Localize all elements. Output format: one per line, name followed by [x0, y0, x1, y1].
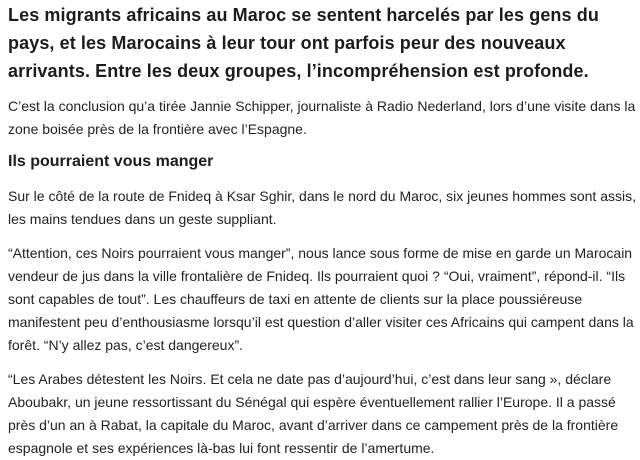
paragraph-conclusion: C’est la conclusion qu’a tirée Jannie Schipper, journaliste à Radio Nederland, lors d’une visite dans la zone boisée près de la frontière avec l’Espagne.	[8, 98, 636, 137]
paragraph-roadside: Sur le côté de la route de Fnideq à Ksar Sghir, dans le nord du Maroc, six jeunes hommes sont assis, les mains tendues dans un geste suppliant.	[8, 188, 636, 227]
section-heading: Ils pourraient vous manger	[8, 153, 214, 170]
paragraph-warning: “Attention, ces Noirs pourraient vous manger”, nous lance sous forme de mise en garde un Marocain vendeur de jus dans la ville frontalière de Fnideq. Ils pourraient quoi ? “Oui, vraiment”, répond-il. “Ils sont capables de tout”. Les chauffeurs de taxi en attente de clients sur la place poussiéreuse manifestent peu d’enthousiasme lorsqu’il est question d’aller visiter ces Africains qui campent dans la forêt. “N’y allez pas, c’est dangereux”.	[8, 245, 634, 353]
article-lead: Les migrants africains au Maroc se sentent harcelés par les gens du pays, et les Marocains à leur tour ont parfois peur des nouveaux arrivants. Entre les deux groupes, l’incompréhension est profonde.	[8, 5, 599, 81]
paragraph-aboubakr: “Les Arabes détestent les Noirs. Et cela ne date pas d’aujourd’hui, c’est dans leur sang », déclare Aboubakr, un jeune ressortissant du Sénégal qui espère éventuellement rallier l’Europe. Il a passé près d’un an à Rabat, la capitale du Maroc, avant d’arriver dans ce campement près de la frontière espagnole et ses expériences là-bas lui font ressentir de l’amertume.	[8, 371, 619, 456]
